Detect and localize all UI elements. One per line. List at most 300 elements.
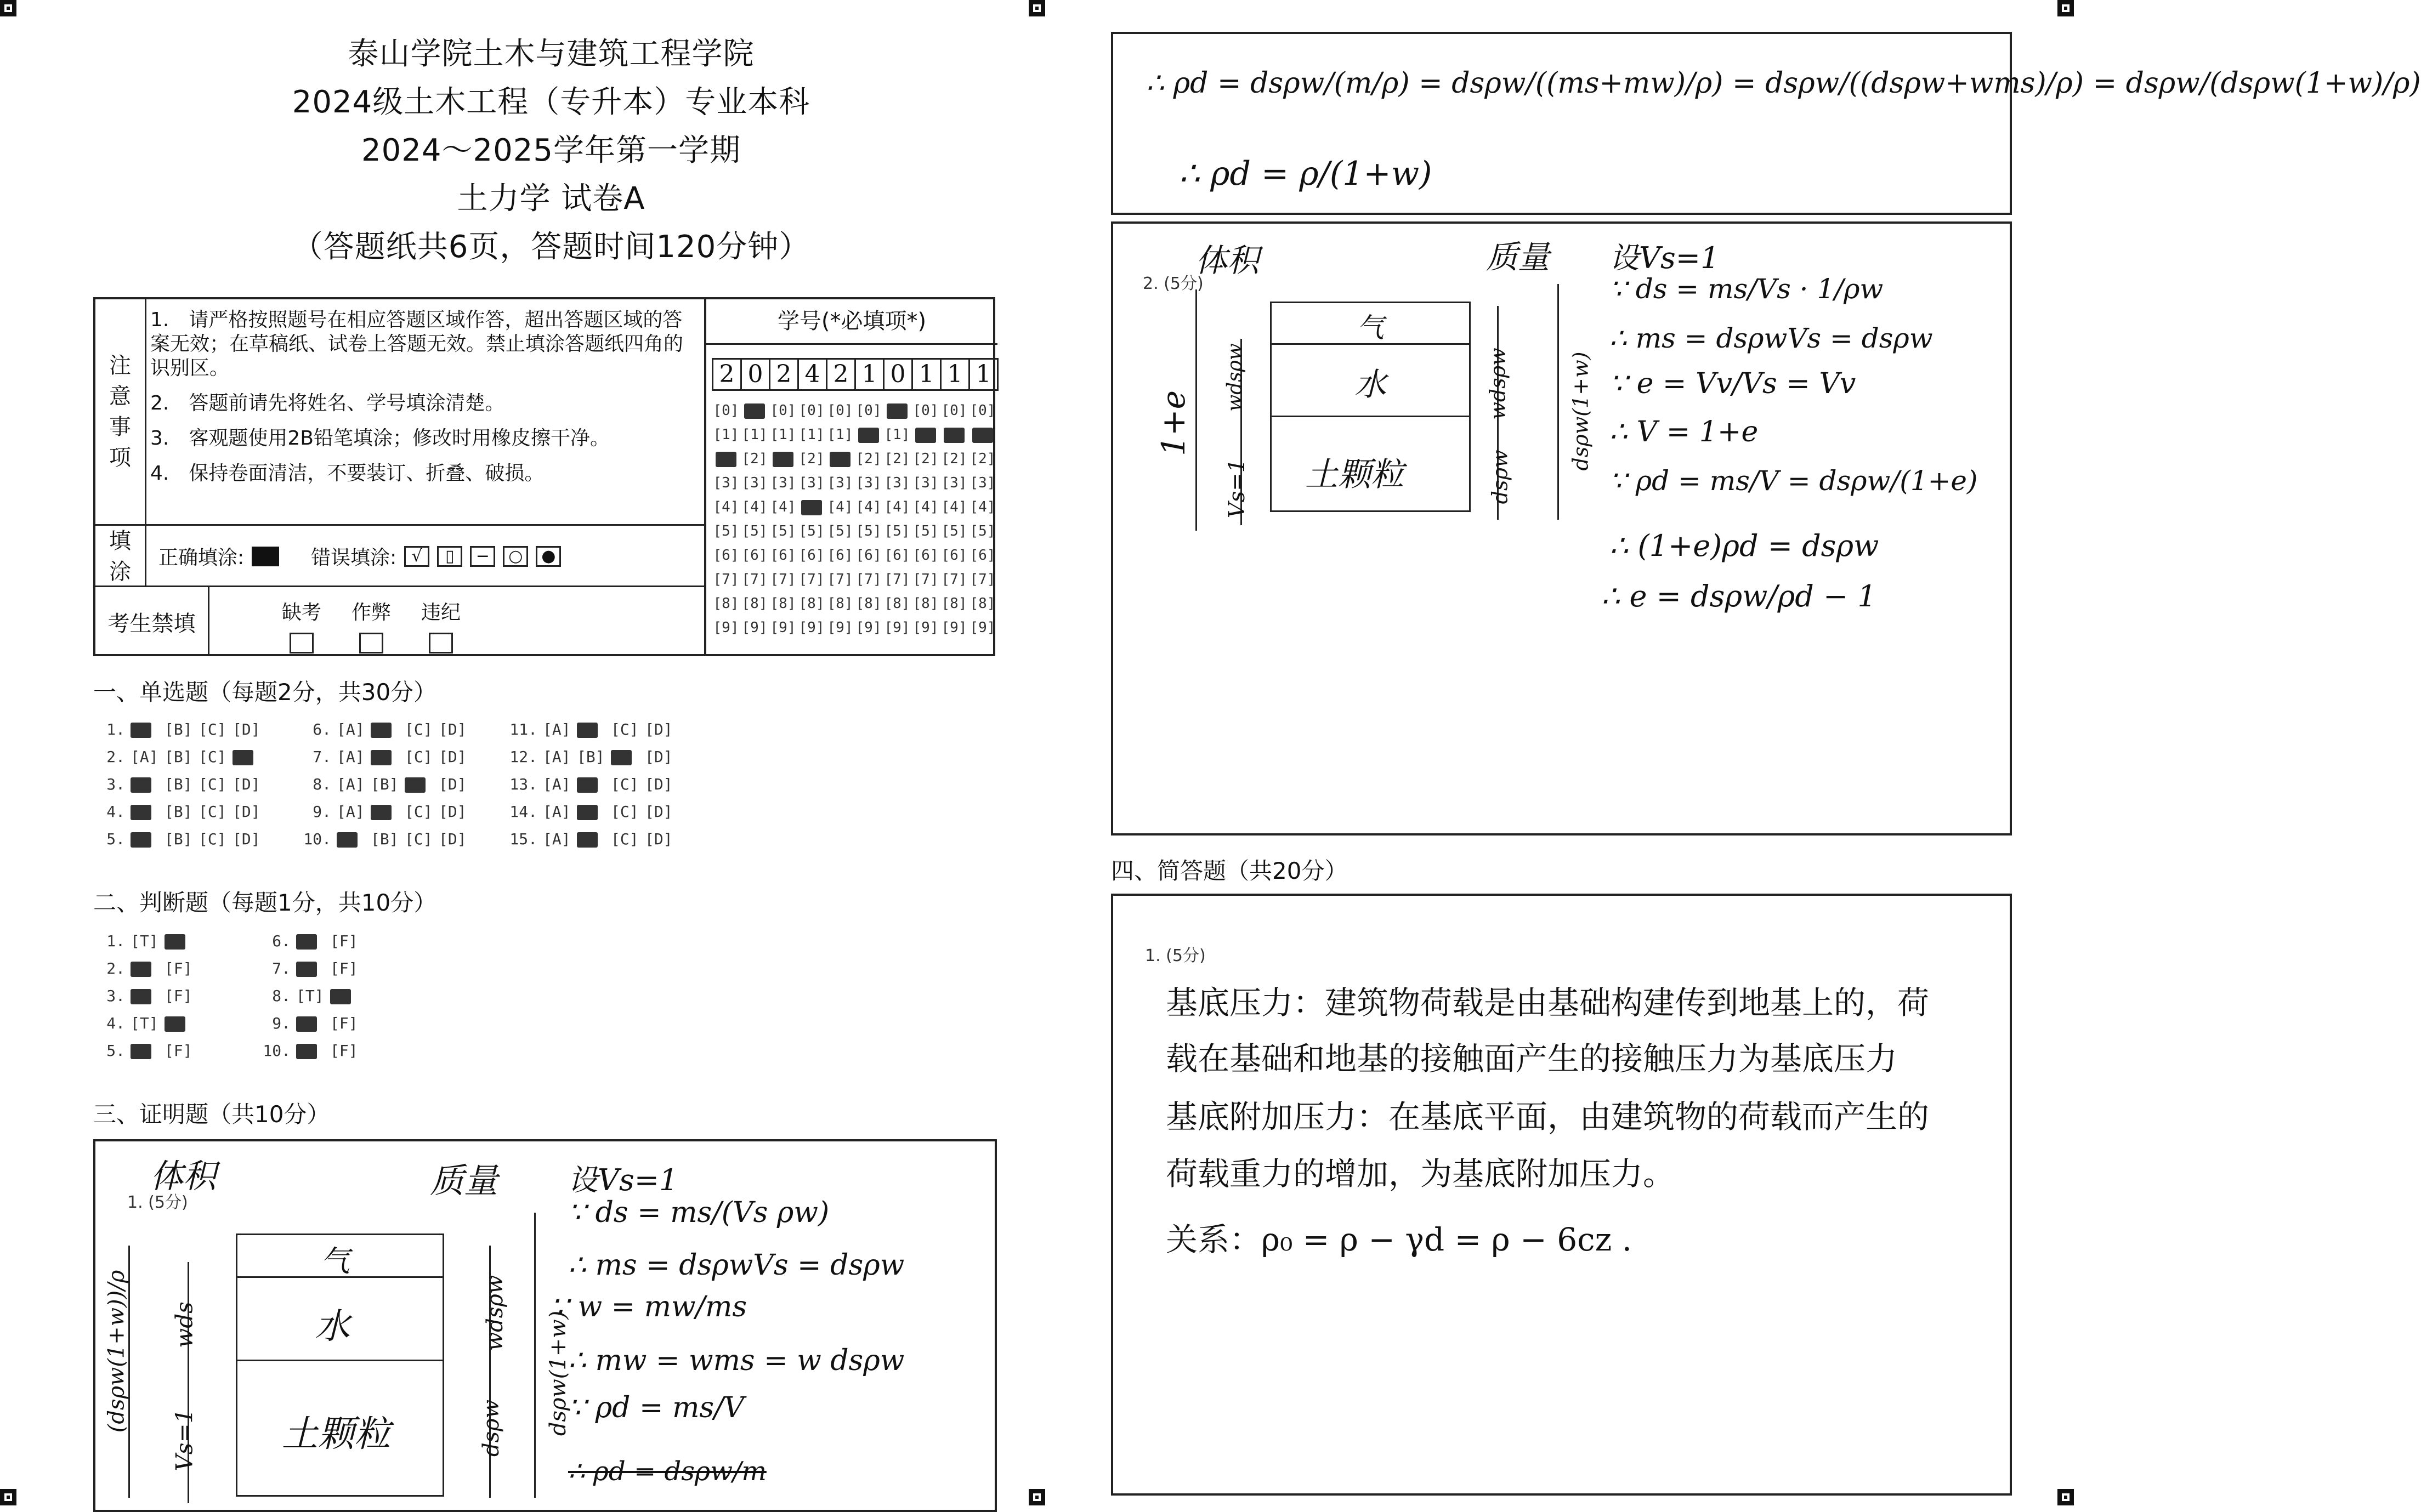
student-id-digit: 2 — [826, 358, 856, 391]
answer-bubble[interactable]: [A] — [337, 748, 365, 766]
id-bubble[interactable]: [6] — [969, 547, 996, 564]
id-bubble[interactable]: [5] — [713, 523, 739, 539]
proof-step: ∴ ρd = dsρw/(m/ρ) = dsρw/((ms+mw)/ρ) = dsρw/((dsρw+wms)/ρ) = dsρw/(dsρw(1+w)/ρ) — [1146, 67, 2421, 100]
id-bubble[interactable]: [5] — [855, 523, 882, 539]
corner-marker-top-right — [2057, 0, 2074, 16]
answer-bubble[interactable]: [B] — [165, 803, 192, 821]
answer-bubble[interactable]: [F] — [330, 1014, 358, 1032]
answer-bubble[interactable]: [A] — [543, 720, 571, 738]
id-bubble[interactable]: [2] — [855, 451, 882, 467]
answer-bubble[interactable]: [C] — [199, 803, 226, 821]
id-bubble[interactable]: [0] — [770, 402, 796, 419]
question-label: 1. (5分) — [127, 1193, 188, 1212]
id-bubble[interactable]: [3] — [941, 475, 967, 491]
question-number: 2. — [106, 959, 125, 977]
id-bubble[interactable]: [4] — [912, 499, 939, 515]
id-bubble-row — [712, 399, 997, 423]
exam-option-absent[interactable]: 缺考 — [282, 597, 321, 653]
answer-bubble[interactable]: [A] — [543, 775, 571, 793]
exam-header — [93, 30, 1009, 271]
id-bubble[interactable]: [6] — [798, 547, 825, 564]
question-row — [93, 928, 364, 955]
question-row — [93, 798, 679, 826]
id-bubble[interactable]: [5] — [798, 523, 825, 539]
id-bubble[interactable]: [7] — [798, 571, 825, 588]
notice-list — [150, 308, 699, 497]
id-bubble[interactable]: [9] — [969, 619, 996, 636]
proof-step: 设Vs=1 — [1609, 241, 1720, 275]
id-bubble[interactable]: [3] — [969, 475, 996, 491]
answer-bubble[interactable] — [296, 928, 330, 955]
id-bubble[interactable]: [8] — [912, 595, 939, 612]
id-bubble[interactable]: [8] — [770, 595, 796, 612]
student-id-digit: 2 — [769, 358, 799, 391]
id-bubble[interactable]: [4] — [827, 499, 853, 515]
question-row — [93, 1037, 364, 1065]
answer-bubble[interactable] — [233, 743, 267, 771]
answer-bubble[interactable]: [D] — [439, 775, 467, 793]
proof-step: ∴ mw = wms = w dsρw — [568, 1344, 905, 1377]
answer-bubble[interactable] — [611, 743, 645, 771]
proof-step: ∴ ms = dsρwVs = dsρw — [568, 1249, 905, 1282]
proof-step-struck: ∴ ρd = dsρw/m — [568, 1456, 767, 1487]
id-bubble[interactable]: [0] — [969, 402, 996, 419]
header-major: 2024级土木工程（专升本）专业本科 — [292, 84, 810, 120]
wrong-fill-sample: − — [470, 546, 495, 567]
answer-bubble[interactable]: [C] — [611, 720, 639, 738]
id-bubble[interactable]: [1] — [741, 427, 768, 443]
id-bubble[interactable]: [5] — [770, 523, 796, 539]
answer-bubble[interactable] — [371, 798, 405, 826]
id-bubble[interactable]: [7] — [969, 571, 996, 588]
question-number: 13. — [509, 775, 537, 793]
phase-divider — [236, 1360, 444, 1361]
wrong-fill-sample: √ — [404, 546, 429, 567]
section-proof-title: 三、证明题（共10分） — [93, 1101, 330, 1128]
answer-bubble[interactable]: [C] — [405, 803, 433, 821]
corner-marker-bottom-right — [2057, 1489, 2074, 1505]
judge-grid — [93, 928, 364, 1065]
answer-bubble[interactable]: [A] — [131, 748, 158, 766]
id-bubble[interactable]: [5] — [969, 523, 996, 539]
answer-bubble[interactable]: [C] — [199, 775, 226, 793]
notice-item: 4. 保持卷面清洁，不要装订、折叠、破损。 — [150, 462, 545, 485]
answer-bubble[interactable]: [F] — [330, 932, 358, 950]
id-bubble[interactable]: [9] — [855, 619, 882, 636]
id-bubble-row — [712, 495, 997, 519]
answer-bubble[interactable]: [C] — [405, 830, 433, 848]
answer-bubble[interactable]: [D] — [439, 803, 467, 821]
answer-bubble[interactable] — [577, 771, 611, 798]
student-id-bubble-grid — [712, 399, 997, 640]
answer-bubble[interactable]: [D] — [645, 830, 673, 848]
question-number: 3. — [106, 987, 125, 1005]
single-choice-grid — [93, 716, 679, 853]
id-bubble[interactable]: [9] — [798, 619, 825, 636]
answer-bubble[interactable]: [D] — [645, 748, 673, 766]
answer-line: 基底压力：建筑物荷载是由基础构建传到地基上的，荷 — [1166, 984, 1930, 1021]
proof-step: ∴ ρd = ρ/(1+w) — [1179, 155, 1432, 193]
answer-bubble[interactable]: [B] — [165, 775, 192, 793]
dim-label: wds — [171, 1301, 198, 1348]
answer-bubble[interactable]: [C] — [611, 830, 639, 848]
id-bubble[interactable]: [7] — [912, 571, 939, 588]
id-bubble[interactable] — [883, 399, 911, 423]
question-number: 10. — [263, 1042, 291, 1060]
proof-step: ∴ ms = dsρwVs = dsρw — [1609, 322, 1933, 354]
id-bubble[interactable]: [7] — [827, 571, 853, 588]
question-number: 5. — [106, 830, 125, 848]
answer-bubble[interactable]: [D] — [233, 830, 260, 848]
question-row — [93, 716, 679, 743]
id-bubble[interactable]: [5] — [741, 523, 768, 539]
answer-bubble[interactable] — [296, 955, 330, 982]
student-id-digit: 0 — [883, 358, 913, 391]
proof-1-answer-box[interactable] — [93, 1139, 997, 1512]
answer-bubble[interactable]: [A] — [337, 720, 365, 738]
student-id-digits — [712, 358, 997, 391]
id-bubble[interactable]: [5] — [827, 523, 853, 539]
fill-guide-row — [95, 524, 704, 587]
id-bubble[interactable]: [8] — [941, 595, 967, 612]
question-row — [93, 771, 679, 798]
answer-bubble[interactable]: [D] — [645, 720, 673, 738]
id-bubble[interactable]: [4] — [741, 499, 768, 515]
answer-bubble[interactable] — [131, 982, 165, 1010]
question-row — [93, 826, 679, 853]
answer-bubble[interactable]: [T] — [131, 932, 158, 950]
id-bubble[interactable]: [3] — [770, 475, 796, 491]
header-paper: 土力学 试卷A — [457, 181, 645, 217]
question-number: 4. — [106, 1014, 125, 1032]
answer-bubble[interactable]: [D] — [233, 775, 260, 793]
phase-air: 气 — [1357, 312, 1384, 344]
mass-title: 质量 — [430, 1161, 498, 1201]
id-bubble[interactable]: [1] — [713, 427, 739, 443]
student-id-digit: 4 — [797, 358, 827, 391]
id-bubble[interactable] — [740, 399, 769, 423]
id-bubble[interactable] — [769, 447, 797, 471]
id-bubble[interactable]: [9] — [741, 619, 768, 636]
answer-bubble[interactable] — [577, 716, 611, 743]
checkbox[interactable] — [429, 633, 453, 653]
correct-fill-sample — [252, 547, 279, 566]
id-bubble-row — [712, 471, 997, 495]
id-bubble[interactable]: [4] — [855, 499, 882, 515]
id-bubble[interactable]: [2] — [969, 451, 996, 467]
answer-bubble[interactable] — [131, 716, 165, 743]
dim-label: wdsρw — [1223, 343, 1246, 412]
answer-bubble[interactable]: [F] — [165, 1042, 192, 1060]
header-school: 泰山学院土木与建筑工程学院 — [348, 36, 755, 72]
answer-bubble[interactable] — [577, 826, 611, 853]
question-number: 7. — [272, 959, 291, 977]
id-bubble[interactable] — [968, 423, 997, 447]
id-bubble[interactable]: [8] — [713, 595, 739, 612]
id-bubble[interactable]: [0] — [798, 402, 825, 419]
id-bubble-row — [712, 543, 997, 567]
correct-fill-label: 正确填涂: — [158, 547, 245, 569]
exam-status-row — [95, 586, 704, 656]
volume-title: 体积 — [150, 1157, 216, 1196]
id-bubble[interactable]: [3] — [912, 475, 939, 491]
answer-bubble[interactable]: [D] — [439, 720, 467, 738]
answer-bubble[interactable] — [131, 771, 165, 798]
id-bubble[interactable]: [9] — [827, 619, 853, 636]
question-row — [93, 955, 364, 982]
question-number: 10. — [303, 830, 331, 848]
id-bubble[interactable]: [1] — [827, 427, 853, 443]
id-bubble[interactable]: [7] — [741, 571, 768, 588]
question-number: 6. — [272, 932, 291, 950]
id-bubble[interactable]: [2] — [798, 451, 825, 467]
id-bubble[interactable]: [1] — [798, 427, 825, 443]
question-number: 8. — [313, 775, 331, 793]
id-bubble[interactable]: [9] — [713, 619, 739, 636]
answer-bubble[interactable]: [D] — [233, 803, 260, 821]
answer-bubble[interactable]: [C] — [611, 775, 639, 793]
id-bubble[interactable]: [2] — [741, 451, 768, 467]
proof-2-answer-box[interactable] — [1111, 221, 2012, 835]
question-number: 5. — [106, 1042, 125, 1060]
id-bubble[interactable]: [5] — [912, 523, 939, 539]
answer-bubble[interactable]: [D] — [645, 803, 673, 821]
answer-bubble[interactable]: [D] — [439, 830, 467, 848]
id-bubble[interactable]: [3] — [741, 475, 768, 491]
id-bubble-row — [712, 616, 997, 640]
wrong-fill-sample: ○ — [503, 546, 528, 567]
id-bubble[interactable]: [6] — [855, 547, 882, 564]
answer-bubble[interactable] — [165, 928, 199, 955]
answer-bubble[interactable]: [A] — [543, 748, 571, 766]
id-bubble[interactable]: [5] — [941, 523, 967, 539]
question-number: 9. — [313, 803, 331, 821]
answer-bubble[interactable]: [F] — [165, 959, 192, 977]
student-id-title: 学号(*必填项*) — [706, 299, 997, 345]
id-bubble[interactable]: [0] — [713, 402, 739, 419]
phase-divider — [1270, 416, 1471, 417]
id-bubble[interactable]: [0] — [912, 402, 939, 419]
answer-bubble[interactable]: [F] — [330, 959, 358, 977]
corner-marker-bottom-left — [0, 1489, 16, 1505]
answer-bubble[interactable]: [F] — [165, 987, 192, 1005]
answer-bubble[interactable]: [C] — [199, 748, 226, 766]
id-bubble[interactable] — [712, 447, 740, 471]
id-bubble-row — [712, 567, 997, 592]
question-number: 6. — [313, 720, 331, 738]
id-bubble[interactable]: [8] — [741, 595, 768, 612]
corner-marker-top-left — [0, 0, 16, 16]
id-bubble[interactable] — [854, 423, 883, 447]
id-bubble[interactable]: [6] — [912, 547, 939, 564]
answer-line: 关系：ρ₀ = ρ − γd = ρ − 6cz . — [1166, 1221, 1632, 1258]
id-bubble[interactable]: [5] — [884, 523, 910, 539]
id-bubble[interactable]: [6] — [770, 547, 796, 564]
notice-item: 3. 客观题使用2B铅笔填涂；修改时用橡皮擦干净。 — [150, 427, 610, 450]
question-number: 3. — [106, 775, 125, 793]
id-bubble-row — [712, 423, 997, 447]
id-bubble[interactable]: [7] — [855, 571, 882, 588]
answer-bubble[interactable]: [B] — [165, 748, 192, 766]
id-bubble[interactable]: [0] — [855, 402, 882, 419]
answer-bubble[interactable]: [F] — [330, 1042, 358, 1060]
answer-bubble[interactable]: [C] — [611, 803, 639, 821]
id-bubble[interactable]: [8] — [827, 595, 853, 612]
id-bubble[interactable] — [911, 423, 940, 447]
id-bubble[interactable] — [826, 447, 854, 471]
answer-line: 载在基础和地基的接触面产生的接触压力为基底压力 — [1166, 1040, 1898, 1077]
dimension-line — [534, 1213, 536, 1498]
short-answer-1-box[interactable] — [1111, 894, 2012, 1496]
id-bubble[interactable]: [9] — [912, 619, 939, 636]
answer-bubble[interactable] — [371, 716, 405, 743]
answer-bubble[interactable] — [131, 1037, 165, 1065]
id-bubble[interactable]: [0] — [941, 402, 967, 419]
id-bubble[interactable]: [4] — [884, 499, 910, 515]
student-id-digit: 0 — [740, 358, 770, 391]
proof-1-continued-box[interactable] — [1111, 32, 2421, 215]
phase-air: 气 — [320, 1244, 350, 1278]
proof-step: ∴ V = 1+e — [1609, 416, 1759, 448]
answer-bubble[interactable]: [B] — [577, 748, 605, 766]
question-number: 1. — [106, 932, 125, 950]
id-bubble[interactable]: [3] — [713, 475, 739, 491]
checkbox[interactable] — [290, 633, 314, 653]
dimension-line — [1195, 289, 1197, 531]
answer-bubble[interactable] — [131, 826, 165, 853]
answer-line: 基底附加压力：在基底平面，由建筑物的荷载而产生的 — [1166, 1098, 1930, 1135]
question-number: 1. — [106, 720, 125, 738]
id-bubble[interactable]: [8] — [884, 595, 910, 612]
exam-option-cheat[interactable]: 作弊 — [351, 597, 391, 653]
section-single-choice-title: 一、单选题（每题2分，共30分） — [93, 679, 437, 706]
header-term: 2024～2025学年第一学期 — [361, 133, 741, 168]
answer-bubble[interactable] — [296, 1010, 330, 1037]
id-bubble[interactable]: [3] — [855, 475, 882, 491]
answer-bubble[interactable]: [D] — [645, 775, 673, 793]
volume-title: 体积 — [1195, 242, 1260, 279]
answer-bubble[interactable]: [B] — [371, 830, 399, 848]
id-bubble[interactable]: [7] — [884, 571, 910, 588]
proof-step: ∴ (1+e)ρd = dsρw — [1609, 528, 1879, 563]
student-id-digit: 1 — [968, 358, 999, 391]
id-bubble[interactable]: [9] — [941, 619, 967, 636]
dim-label: wdsρw — [1486, 348, 1510, 420]
dim-label: dsρw(1+w) — [1568, 351, 1593, 471]
id-bubble[interactable]: [4] — [941, 499, 967, 515]
id-bubble[interactable]: [9] — [884, 619, 910, 636]
answer-bubble[interactable] — [577, 798, 611, 826]
dim-label: dsρw — [1488, 450, 1512, 504]
question-label: 1. (5分) — [1145, 946, 1206, 965]
id-bubble[interactable]: [3] — [798, 475, 825, 491]
question-number: 9. — [272, 1014, 291, 1032]
exam-option-violation[interactable]: 违纪 — [421, 597, 461, 653]
id-bubble[interactable] — [940, 423, 968, 447]
id-bubble[interactable]: [2] — [941, 451, 967, 467]
wrong-fill-sample: ● — [536, 546, 561, 567]
id-bubble[interactable]: [0] — [827, 402, 853, 419]
answer-bubble[interactable]: [C] — [405, 720, 433, 738]
answer-bubble[interactable] — [296, 1037, 330, 1065]
answer-bubble[interactable]: [C] — [199, 830, 226, 848]
proof-step: ∴ e = dsρw/ρd − 1 — [1601, 579, 1876, 613]
id-bubble[interactable]: [7] — [713, 571, 739, 588]
answer-bubble[interactable]: [B] — [371, 775, 399, 793]
dim-label: wdsρw — [483, 1275, 508, 1351]
answer-bubble[interactable] — [131, 798, 165, 826]
id-bubble[interactable]: [1] — [770, 427, 796, 443]
answer-bubble[interactable]: [T] — [131, 1014, 158, 1032]
id-bubble[interactable]: [1] — [884, 427, 910, 443]
answer-bubble[interactable] — [337, 826, 371, 853]
answer-bubble[interactable]: [D] — [233, 720, 260, 738]
id-bubble[interactable]: [3] — [827, 475, 853, 491]
answer-bubble[interactable]: [A] — [337, 775, 365, 793]
id-bubble[interactable]: [6] — [741, 547, 768, 564]
id-bubble[interactable]: [6] — [941, 547, 967, 564]
id-bubble[interactable]: [6] — [827, 547, 853, 564]
id-bubble[interactable]: [4] — [713, 499, 739, 515]
dim-label: dsρw — [478, 1400, 504, 1457]
answer-bubble[interactable]: [T] — [296, 987, 324, 1005]
wrong-fill-sample: ▯ — [437, 546, 462, 567]
id-bubble[interactable]: [6] — [713, 547, 739, 564]
answer-bubble[interactable]: [C] — [405, 748, 433, 766]
dim-label: 1+e — [1154, 390, 1192, 456]
id-bubble[interactable]: [6] — [884, 547, 910, 564]
answer-bubble[interactable]: [D] — [439, 748, 467, 766]
id-bubble[interactable]: [4] — [969, 499, 996, 515]
phase-solid: 土颗粒 — [282, 1413, 390, 1455]
id-bubble[interactable]: [7] — [770, 571, 796, 588]
answer-bubble[interactable]: [C] — [199, 720, 226, 738]
mass-title: 质量 — [1486, 238, 1550, 276]
id-bubble[interactable]: [7] — [941, 571, 967, 588]
answer-bubble[interactable]: [A] — [543, 830, 571, 848]
answer-bubble[interactable] — [131, 955, 165, 982]
id-bubble[interactable]: [2] — [912, 451, 939, 467]
id-bubble[interactable]: [8] — [798, 595, 825, 612]
student-id-area — [704, 299, 997, 655]
id-bubble[interactable]: [2] — [884, 451, 910, 467]
proof-step: ∵ w = mw/ms — [551, 1291, 747, 1323]
id-bubble[interactable]: [9] — [770, 619, 796, 636]
id-bubble-row — [712, 592, 997, 616]
id-bubble[interactable] — [797, 495, 826, 519]
id-bubble[interactable]: [4] — [770, 499, 796, 515]
answer-bubble[interactable] — [330, 982, 364, 1010]
answer-bubble[interactable]: [B] — [165, 830, 192, 848]
wrong-fill-label: 错误填涂: — [311, 547, 397, 569]
info-box — [93, 297, 995, 656]
answer-bubble[interactable]: [B] — [165, 720, 192, 738]
answer-bubble[interactable] — [165, 1010, 199, 1037]
id-bubble[interactable]: [8] — [855, 595, 882, 612]
exam-status-label: 考生禁填 — [95, 587, 209, 656]
answer-bubble[interactable]: [A] — [337, 803, 365, 821]
checkbox[interactable] — [359, 633, 383, 653]
answer-bubble[interactable] — [405, 771, 439, 798]
header-note: （答题纸共6页，答题时间120分钟） — [292, 229, 810, 265]
answer-bubble[interactable]: [A] — [543, 803, 571, 821]
id-bubble[interactable]: [3] — [884, 475, 910, 491]
id-bubble[interactable]: [8] — [969, 595, 996, 612]
question-number: 2. — [106, 748, 125, 766]
proof-step: ∵ ds = ms/Vs · 1/ρw — [1609, 273, 1884, 305]
answer-bubble[interactable] — [371, 743, 405, 771]
proof-step: ∵ ds = ms/(Vs ρw) — [568, 1196, 830, 1229]
